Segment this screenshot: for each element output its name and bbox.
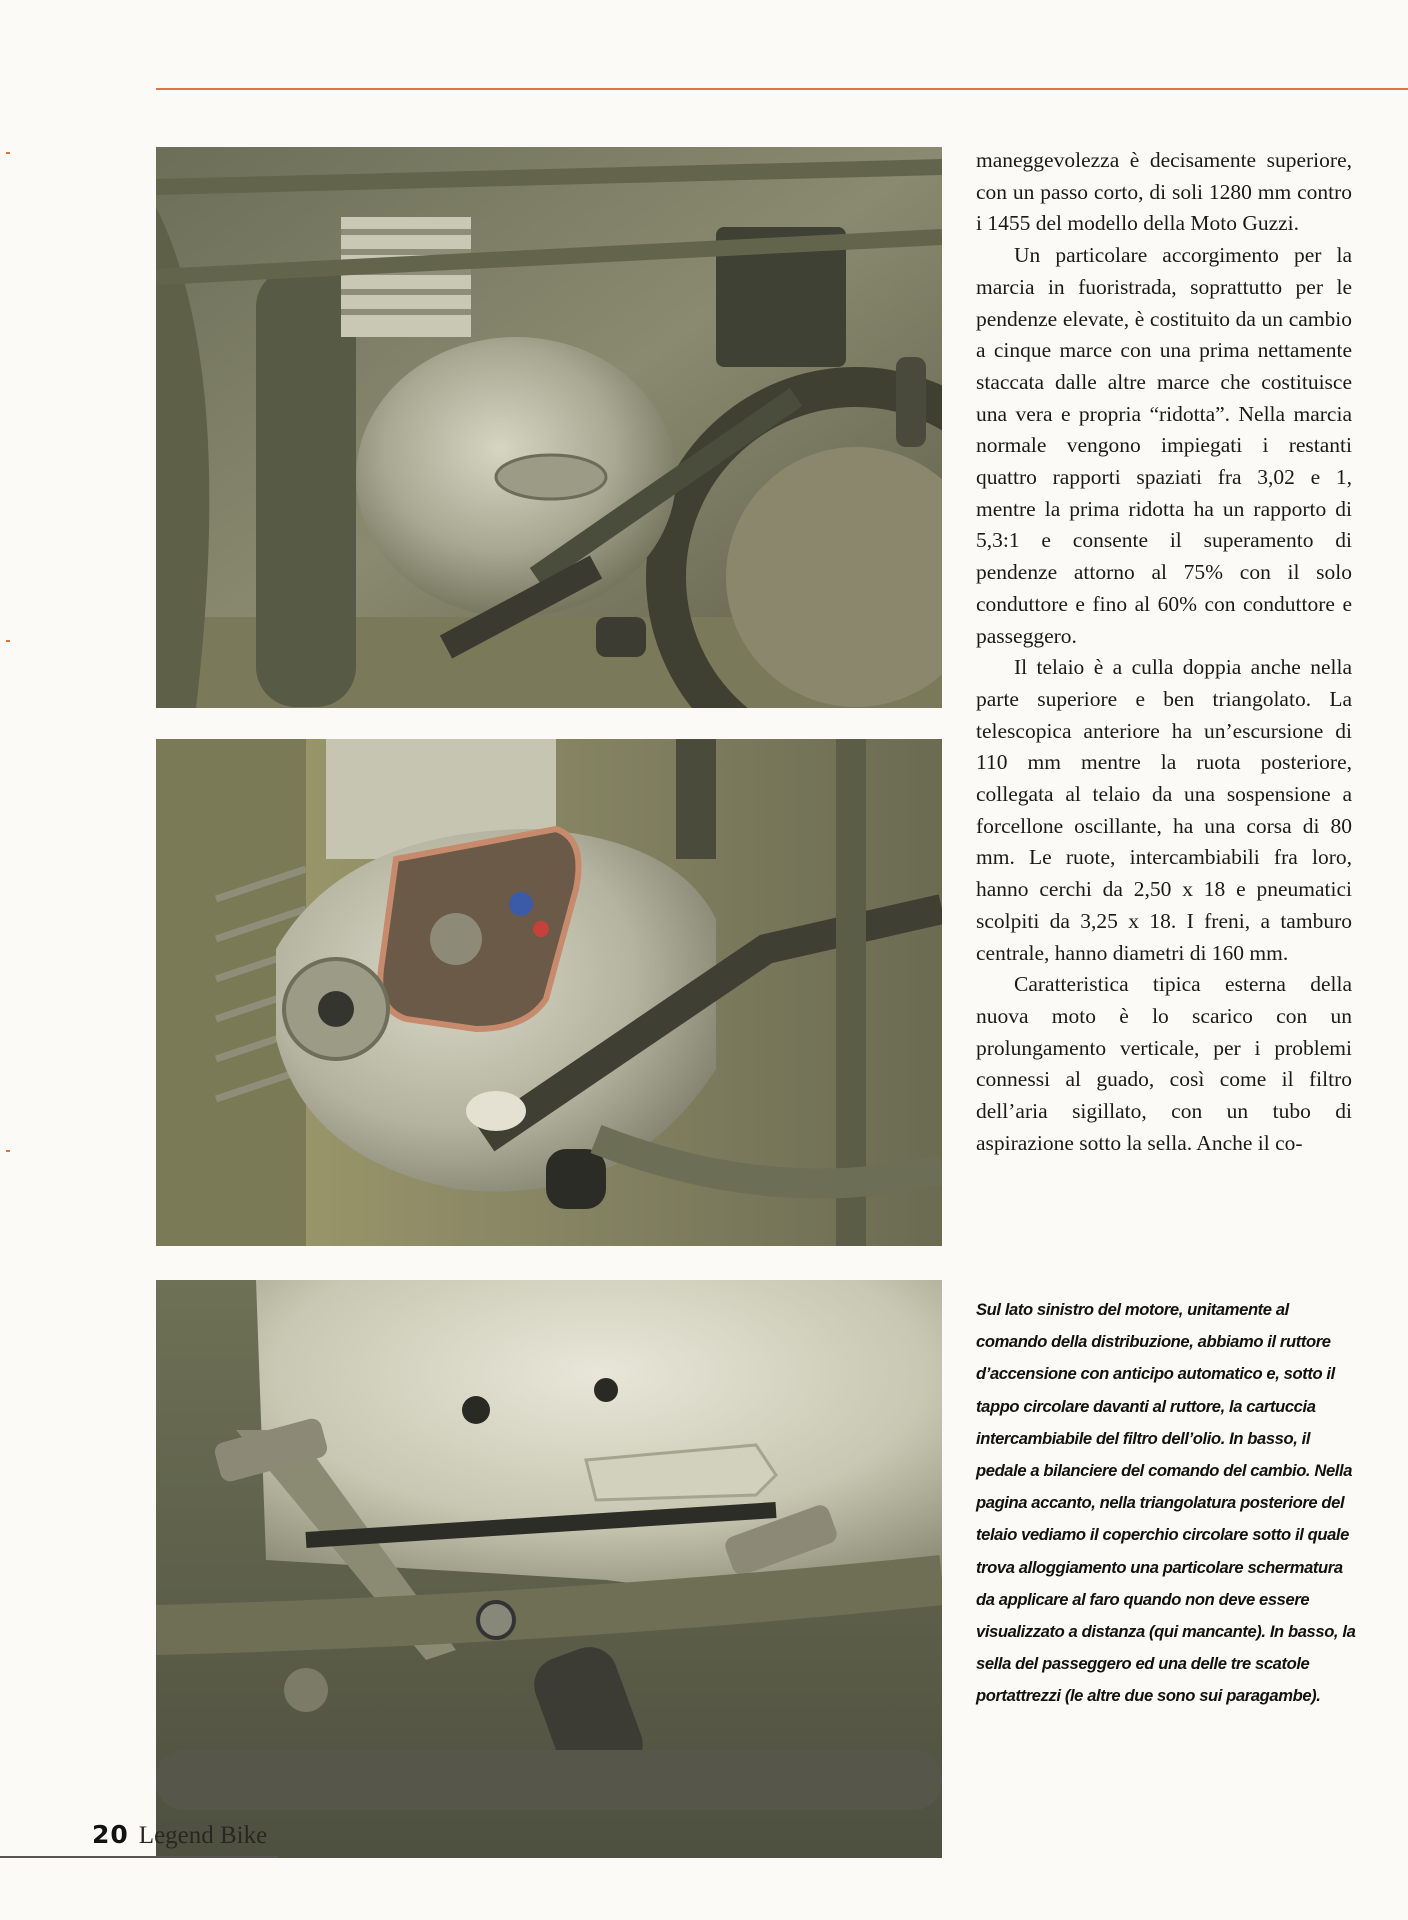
- body-paragraph: Caratteristica tipica esterna della nuova moto è lo scarico con un prolungamento verticale, per i problemi connessi al guado, così come il filtro dell’aria sigillato, con un tubo di aspirazione sotto la sella. Anche il co-: [976, 972, 1352, 1155]
- margin-tick: [6, 1150, 10, 1152]
- page-footer: [92, 1820, 267, 1850]
- body-paragraph: Un particolare accorgimento per la marcia in fuoristrada, soprattutto per le pendenze elevate, è costituito da un cambio a cinque marce con una prima nettamente staccata dalle altre marce che costituisce una vera e propria “ridotta”. Nella marcia normale vengono impiegati i restanti quattro rapporti spaziati fra 3,02 e 1, mentre la prima ridotta ha un rapporto di 5,3:1 e consente il superamento di pendenze attorno al 75% con il solo conduttore e fino al 60% con conduttore e passeggero.: [976, 243, 1352, 648]
- margin-tick: [6, 640, 10, 642]
- article-body: [976, 145, 1352, 1160]
- gear-pedal-photo: [156, 1280, 942, 1858]
- photo-caption: Sul lato sinistro del motore, unitamente al comando della distribuzione, abbiamo il ruttore d’accensione con anticipo automatico e, sotto il tappo circolare davanti al ruttore, la cartuccia intercambiabile del filtro dell’olio. In basso, il pedale a bilanciere del comando del cambio. Nella pagina accanto, nella triangolatura posteriore del telaio vediamo il coperchio circolare sotto il quale trova alloggiamento una particolare schermatura da applicare al faro quando non deve essere visualizzato a distanza (qui mancante). In basso, la sella del passeggero ed una delle tre scatole portattrezzi (le altre due sono sui paragambe).: [976, 1300, 1356, 1706]
- ignition-cover-photo: [156, 739, 942, 1246]
- footer-rule: [0, 1856, 278, 1858]
- margin-tick: [6, 152, 10, 154]
- top-accent-rule: [156, 88, 1408, 90]
- engine-left-side-photo: [156, 147, 942, 708]
- body-paragraph: Il telaio è a culla doppia anche nella parte superiore e ben triangolato. La telescopica anteriore ha un’escursione di 110 mm mentre la ruota posteriore, collegata al telaio da una sospensione a forcellone oscillante, ha una corsa di 80 mm. Le ruote, intercambiabili fra loro, hanno cerchi da 2,50 x 18 e pneumatici scolpiti da 3,25 x 18. I freni, a tamburo centrale, hanno diametri di 160 mm.: [976, 655, 1352, 965]
- magazine-name: Legend Bike: [138, 1822, 268, 1849]
- body-paragraph: maneggevolezza è decisamente superiore, con un passo corto, di soli 1280 mm contro i 1455 del modello della Moto Guzzi.: [976, 148, 1352, 236]
- page-number: 20: [92, 1820, 129, 1849]
